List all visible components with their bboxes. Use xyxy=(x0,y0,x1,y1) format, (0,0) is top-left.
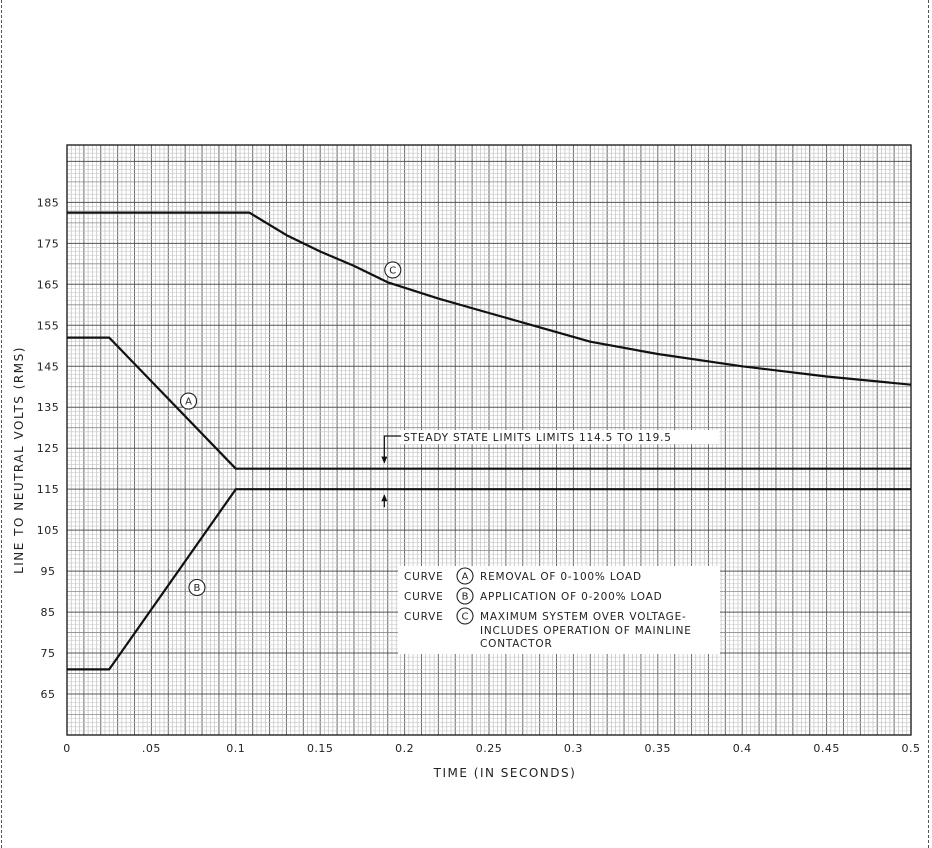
legend-circle-b xyxy=(457,588,473,604)
x-tick-label: 0.25 xyxy=(475,742,503,755)
steady-state-annotation: STEADY STATE LIMITS LIMITS 114.5 TO 119.5 xyxy=(403,432,672,444)
x-tick-label: 0.3 xyxy=(563,742,583,755)
x-tick-label: 0.35 xyxy=(644,742,672,755)
x-tick-label: 0.2 xyxy=(395,742,415,755)
y-tick-label: 125 xyxy=(36,442,60,456)
x-tick-label: 0.1 xyxy=(226,742,246,755)
legend-text: REMOVAL OF 0-100% LOAD xyxy=(480,571,642,583)
y-tick-label: 145 xyxy=(36,360,60,374)
legend-prefix: CURVE xyxy=(404,571,444,583)
curve-label-a xyxy=(181,393,197,409)
x-tick-label: 0.5 xyxy=(901,742,921,755)
y-tick-label: 165 xyxy=(36,278,60,292)
y-tick-label: 95 xyxy=(40,565,56,579)
x-tick-label: 0.4 xyxy=(732,742,752,755)
curve-label-letter: B xyxy=(193,583,201,594)
legend-circle-c xyxy=(457,608,473,624)
curve-label-letter: C xyxy=(389,265,397,277)
x-tick-label: 0 xyxy=(63,742,71,755)
x-axis-label: TIME (IN SECONDS) xyxy=(433,766,577,780)
curve-label-letter: B xyxy=(461,591,469,603)
y-axis-label: LINE TO NEUTRAL VOLTS (RMS) xyxy=(12,346,26,574)
y-tick-label: 185 xyxy=(36,196,60,210)
y-tick-label: 155 xyxy=(36,319,60,333)
legend-circle-a xyxy=(457,568,473,584)
legend xyxy=(398,566,720,654)
x-tick-label: 0.15 xyxy=(306,742,334,755)
legend-text-continuation: CONTACTOR xyxy=(480,638,553,650)
y-tick-label: 115 xyxy=(36,483,60,497)
legend-text: MAXIMUM SYSTEM OVER VOLTAGE- xyxy=(480,611,687,623)
y-tick-label: 65 xyxy=(40,688,56,702)
x-tick-label: 0.45 xyxy=(813,742,840,755)
y-tick-label: 135 xyxy=(36,401,60,415)
y-tick-label: 85 xyxy=(40,606,56,620)
legend-entry-b xyxy=(404,588,663,604)
y-tick-label: 175 xyxy=(36,237,60,251)
curve-label-c xyxy=(385,262,401,278)
legend-prefix: CURVE xyxy=(404,611,444,623)
curve-label-letter: A xyxy=(461,571,469,583)
curve-label-b xyxy=(189,580,205,596)
legend-entry-a xyxy=(404,568,642,584)
curve-label-letter: C xyxy=(461,611,469,623)
y-tick-label: 105 xyxy=(36,524,60,538)
x-tick-label: .05 xyxy=(141,742,161,755)
legend-prefix: CURVE xyxy=(404,591,444,603)
y-tick-label: 75 xyxy=(40,647,56,661)
curve-label-letter: A xyxy=(185,396,192,408)
legend-text-continuation: INCLUDES OPERATION OF MAINLINE xyxy=(480,625,692,637)
legend-text: APPLICATION OF 0-200% LOAD xyxy=(480,591,663,603)
